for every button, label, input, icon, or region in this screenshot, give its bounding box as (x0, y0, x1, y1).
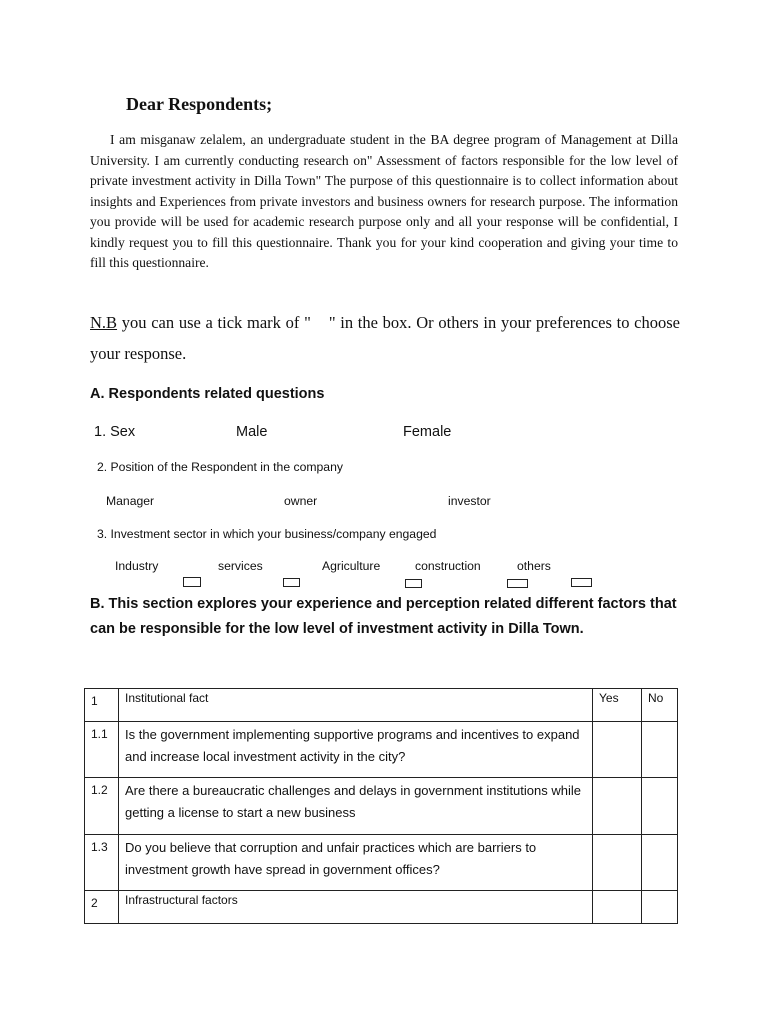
survey-table (84, 688, 678, 924)
row-question-cell: Infrastructural factors (119, 891, 593, 924)
q3-option-agriculture[interactable]: Agriculture (322, 559, 381, 573)
row-num-cell: 1.2 (85, 778, 119, 835)
yes-answer-cell[interactable] (593, 891, 642, 924)
q2-label: 2. Position of the Respondent in the company (97, 460, 343, 474)
row-question-cell: Do you believe that corruption and unfair practices which are barriers to investment growth have spread in government offices? (119, 835, 593, 891)
header-yes-cell: Yes (593, 689, 642, 722)
checkbox-agriculture[interactable] (405, 579, 422, 588)
row-question-cell: Is the government implementing supportive programs and incentives to expand and increase local investment activity in the city? (119, 722, 593, 778)
checkbox-construction[interactable] (507, 579, 528, 588)
header-no-cell: No (642, 689, 678, 722)
nb-label: N.B (90, 313, 118, 332)
no-answer-cell[interactable] (642, 722, 678, 778)
table-row (85, 891, 678, 924)
no-answer-cell[interactable] (642, 778, 678, 835)
section-a-title: A. Respondents related questions (90, 386, 325, 402)
intro-text: I am misganaw zelalem, an undergraduate student in the BA degree program of Management at Dilla University. I am currently conducting research on" Assessment of factors responsible for the low level of private investment activity in Dilla Town" The purpose of this questionnaire is to collect information about insights and Experiences from private investors and business owners for research purpose. The information you provide will be used for academic research purpose only and all your response will be confidential, I kindly request you to fill this questionnaire. Thank you for your kind cooperation and giving your time to fill this questionnaire. (90, 132, 678, 270)
q3-option-construction[interactable]: construction (415, 559, 481, 573)
header-num-cell: 1 (85, 689, 119, 722)
row-question-cell: Are there a bureaucratic challenges and delays in government institutions while getting a license to start a new business (119, 778, 593, 835)
row-num-cell: 2 (85, 891, 119, 924)
q2-option-investor[interactable]: investor (448, 494, 491, 508)
q2-option-owner[interactable]: owner (284, 494, 318, 508)
no-answer-cell[interactable] (642, 835, 678, 891)
checkbox-others[interactable] (571, 578, 592, 587)
intro-paragraph (90, 130, 678, 274)
nb-text-after: " in the box. Or others in your preferences to choose your response. (90, 313, 680, 363)
table-row (85, 835, 678, 891)
section-b-title: B. This section explores your experience and perception related different factors that can be responsible for the low level of investment activity in Dilla Town. (90, 596, 677, 637)
nb-note (90, 307, 680, 369)
q2-option-manager[interactable]: Manager (106, 494, 155, 508)
q3-option-others[interactable]: others (517, 559, 551, 573)
table-row (85, 722, 678, 778)
row-num-cell: 1.1 (85, 722, 119, 778)
yes-answer-cell[interactable] (593, 835, 642, 891)
q1-option-female[interactable]: Female (403, 424, 452, 440)
table-header-row (85, 689, 678, 722)
q3-option-services[interactable]: services (218, 559, 263, 573)
greeting-heading: Dear Respondents; (126, 94, 273, 114)
q3-label: 3. Investment sector in which your business/company engaged (97, 527, 437, 541)
no-answer-cell[interactable] (642, 891, 678, 924)
checkbox-industry[interactable] (183, 577, 201, 587)
table-row (85, 778, 678, 835)
yes-answer-cell[interactable] (593, 722, 642, 778)
checkbox-services[interactable] (283, 578, 300, 587)
q3-option-industry[interactable]: Industry (115, 559, 159, 573)
header-label-cell: Institutional fact (119, 689, 593, 722)
row-num-cell: 1.3 (85, 835, 119, 891)
nb-text-before: you can use a tick mark of " (117, 313, 311, 332)
yes-answer-cell[interactable] (593, 778, 642, 835)
q1-option-male[interactable]: Male (236, 424, 268, 440)
q1-label: 1. Sex (94, 424, 136, 440)
